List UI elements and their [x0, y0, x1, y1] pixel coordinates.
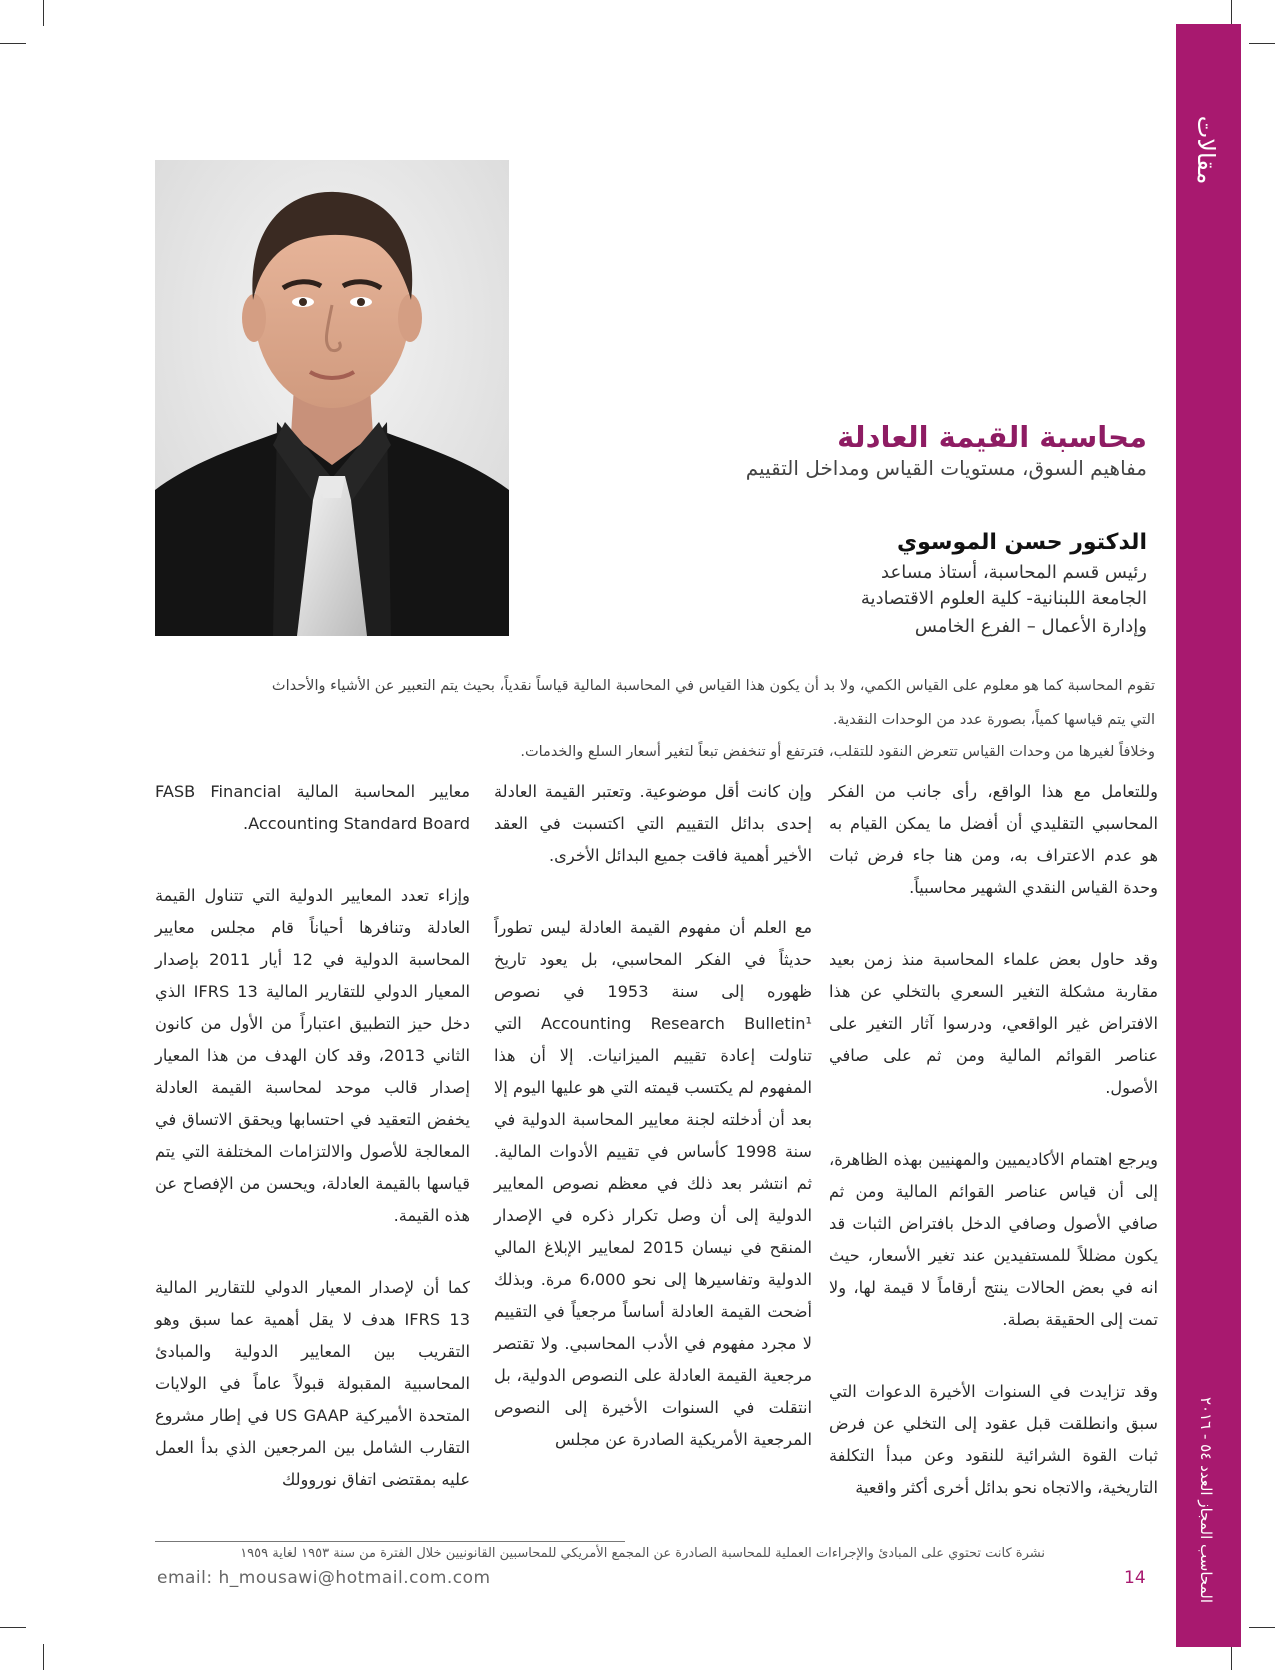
body-paragraph: وللتعامل مع هذا الواقع، رأى جانب من الفكر المحاسبي التقليدي أن أفضل ما يمكن القيام به هو عدم الاعتراف به، ومن هنا جاء فرض ثبات وحدة القياس النقدي الشهير محاسبياً.	[829, 782, 1158, 897]
crop-mark	[1249, 1627, 1275, 1628]
crop-mark	[1231, 1644, 1232, 1670]
author-name: الدكتور حسن الموسوي	[896, 530, 1147, 555]
body-column-right	[829, 776, 1158, 1544]
article-title: محاسبة القيمة العادلة	[837, 420, 1147, 454]
body-column-left	[155, 776, 470, 1536]
author-affiliation-line: وإدارة الأعمال – الفرع الخامس	[914, 616, 1147, 637]
author-affiliation-line: الجامعة اللبنانية- كلية العلوم الاقتصادية	[860, 588, 1147, 609]
body-paragraph: وإن كانت أقل موضوعية. وتعتبر القيمة العادلة إحدى بدائل التقييم التي اكتسبت في العقد الأخير أهمية فاقت جميع البدائل الأخرى.	[494, 782, 812, 865]
crop-mark	[1231, 0, 1232, 26]
section-label: مقالات	[1192, 115, 1220, 185]
intro-line: وخلافاً لغيرها من وحدات القياس تتعرض النقود للتقلب، فترتفع أو تنخفض تبعاً لتغير أسعار السلع والخدمات.	[520, 744, 1155, 760]
crop-mark	[43, 1644, 44, 1670]
intro-line: تقوم المحاسبة كما هو معلوم على القياس الكمي، ولا بد أن يكون هذا القياس في المحاسبة المالية قياساً نقدياً، بحيث يتم التعبير عن الأشياء والأحداث	[271, 678, 1155, 694]
crop-mark	[0, 43, 26, 44]
body-column-middle	[494, 776, 812, 1496]
body-paragraph: وإزاء تعدد المعايير الدولية التي تتناول القيمة العادلة وتنافرها أحياناً قام مجلس معايير المحاسبة الدولية في 12 أيار 2011 بإصدار المعيار الدولي للتقارير المالية IFRS 13 الذي دخل حيز التطبيق اعتباراً من الأول من كانون الثاني 2013، وقد كان الهدف من هذا المعيار إصدار قالب موحد لمحاسبة القيمة العادلة يخفض التعقيد في احتسابها ويحقق الاتساق في المعالجة للأصول والالتزامات المختلفة التي يتم قياسها بالقيمة العادلة، ويحسن من الإفصاح عن هذه القيمة.	[155, 886, 471, 1225]
intro-line: التي يتم قياسها كمياً، بصورة عدد من الوحدات النقدية.	[832, 712, 1155, 728]
author-email[interactable]: email: h_mousawi@hotmail.com.com	[157, 1568, 491, 1588]
author-affiliation-line: رئيس قسم المحاسبة، أستاذ مساعد	[881, 562, 1147, 583]
crop-mark	[43, 0, 44, 26]
page-number: 14	[1124, 1568, 1146, 1588]
crop-mark	[0, 1627, 26, 1628]
issue-label: المحاسب المجاز العدد ٥٤ - ٢٠١٦	[1197, 1396, 1215, 1604]
author-photo	[155, 160, 509, 636]
crop-mark	[1249, 43, 1275, 44]
body-paragraph: مع العلم أن مفهوم القيمة العادلة ليس تطوراً حديثاً في الفكر المحاسبي، بل يعود تاريخ ظهوره إلى سنة 1953 في نصوص Accounting Research Bulletin¹ التي تناولت إعادة تقييم الميزانيات. إلا أن هذا المفهوم لم يكتسب قيمته التي هو عليها اليوم إلا بعد أن أدخلته لجنة معايير المحاسبة الدولية في سنة 1998 كأساس في تقييم الأدوات المالية. ثم انتشر بعد ذلك في معظم نصوص المعايير الدولية إلى أن وصل تكرار ذكره في الإصدار المنقح في نيسان 2015 لمعايير الإبلاغ المالي الدولية وتفاسيرها إلى نحو 6،000 مرة. وبذلك أضحت القيمة العادلة أساساً مرجعياً في التقييم لا مجرد مفهوم في الأدب المحاسبي. ولا تقتصر مرجعية القيمة العادلة على النصوص الدولية، بل انتقلت في السنوات الأخيرة إلى النصوص المرجعية الأمريكية الصادرة عن مجلس	[494, 918, 813, 1449]
body-paragraph: ويرجع اهتمام الأكاديميين والمهنيين بهذه الظاهرة، إلى أن قياس عناصر القوائم المالية ومن ثم صافي الأصول وصافي الدخل بافتراض الثبات قد يكون مضللاً للمستفيدين عند تغير الأسعار، حيث انه في بعض الحالات ينتج أرقاماً لا قيمة لها، ولا تمت إلى الحقيقة بصلة.	[829, 1150, 1158, 1329]
body-paragraph: وقد حاول بعض علماء المحاسبة منذ زمن بعيد مقاربة مشكلة التغير السعري بالتخلي عن هذا الافتراض غير الواقعي، ودرسوا آثار التغير على عناصر القوائم المالية ومن ثم على صافي الأصول.	[829, 950, 1158, 1097]
body-paragraph: كما أن لإصدار المعيار الدولي للتقارير المالية IFRS 13 هدف لا يقل أهمية عما سبق وهو التقريب بين المعايير الدولية والمبادئ المحاسبية المقبولة قبولاً عاماً في الولايات المتحدة الأميركية US GAAP في إطار مشروع التقارب الشامل بين المرجعين الذي بدأ العمل عليه بمقتضى اتفاق نوروولك	[155, 1278, 470, 1489]
article-subtitle: مفاهيم السوق، مستويات القياس ومداخل التقييم	[745, 456, 1147, 480]
footnote: نشرة كانت تحتوي على المبادئ والإجراءات العملية للمحاسبة الصادرة عن المجمع الأمريكي للمحاسبين القانونيين خلال الفترة من سنة ١٩٥٣ لغاية ١٩٥٩	[240, 1546, 1045, 1561]
body-paragraph: معايير المحاسبة المالية FASB Financial Accounting Standard Board.	[155, 782, 470, 833]
footnote-rule	[155, 1541, 625, 1542]
body-paragraph: وقد تزايدت في السنوات الأخيرة الدعوات التي سبق وانطلقت قبل عقود إلى التخلي عن فرض ثبات القوة الشرائية للنقود وعن مبدأ التكلفة التاريخية، والاتجاه نحو بدائل أخرى أكثر واقعية	[829, 1382, 1158, 1497]
